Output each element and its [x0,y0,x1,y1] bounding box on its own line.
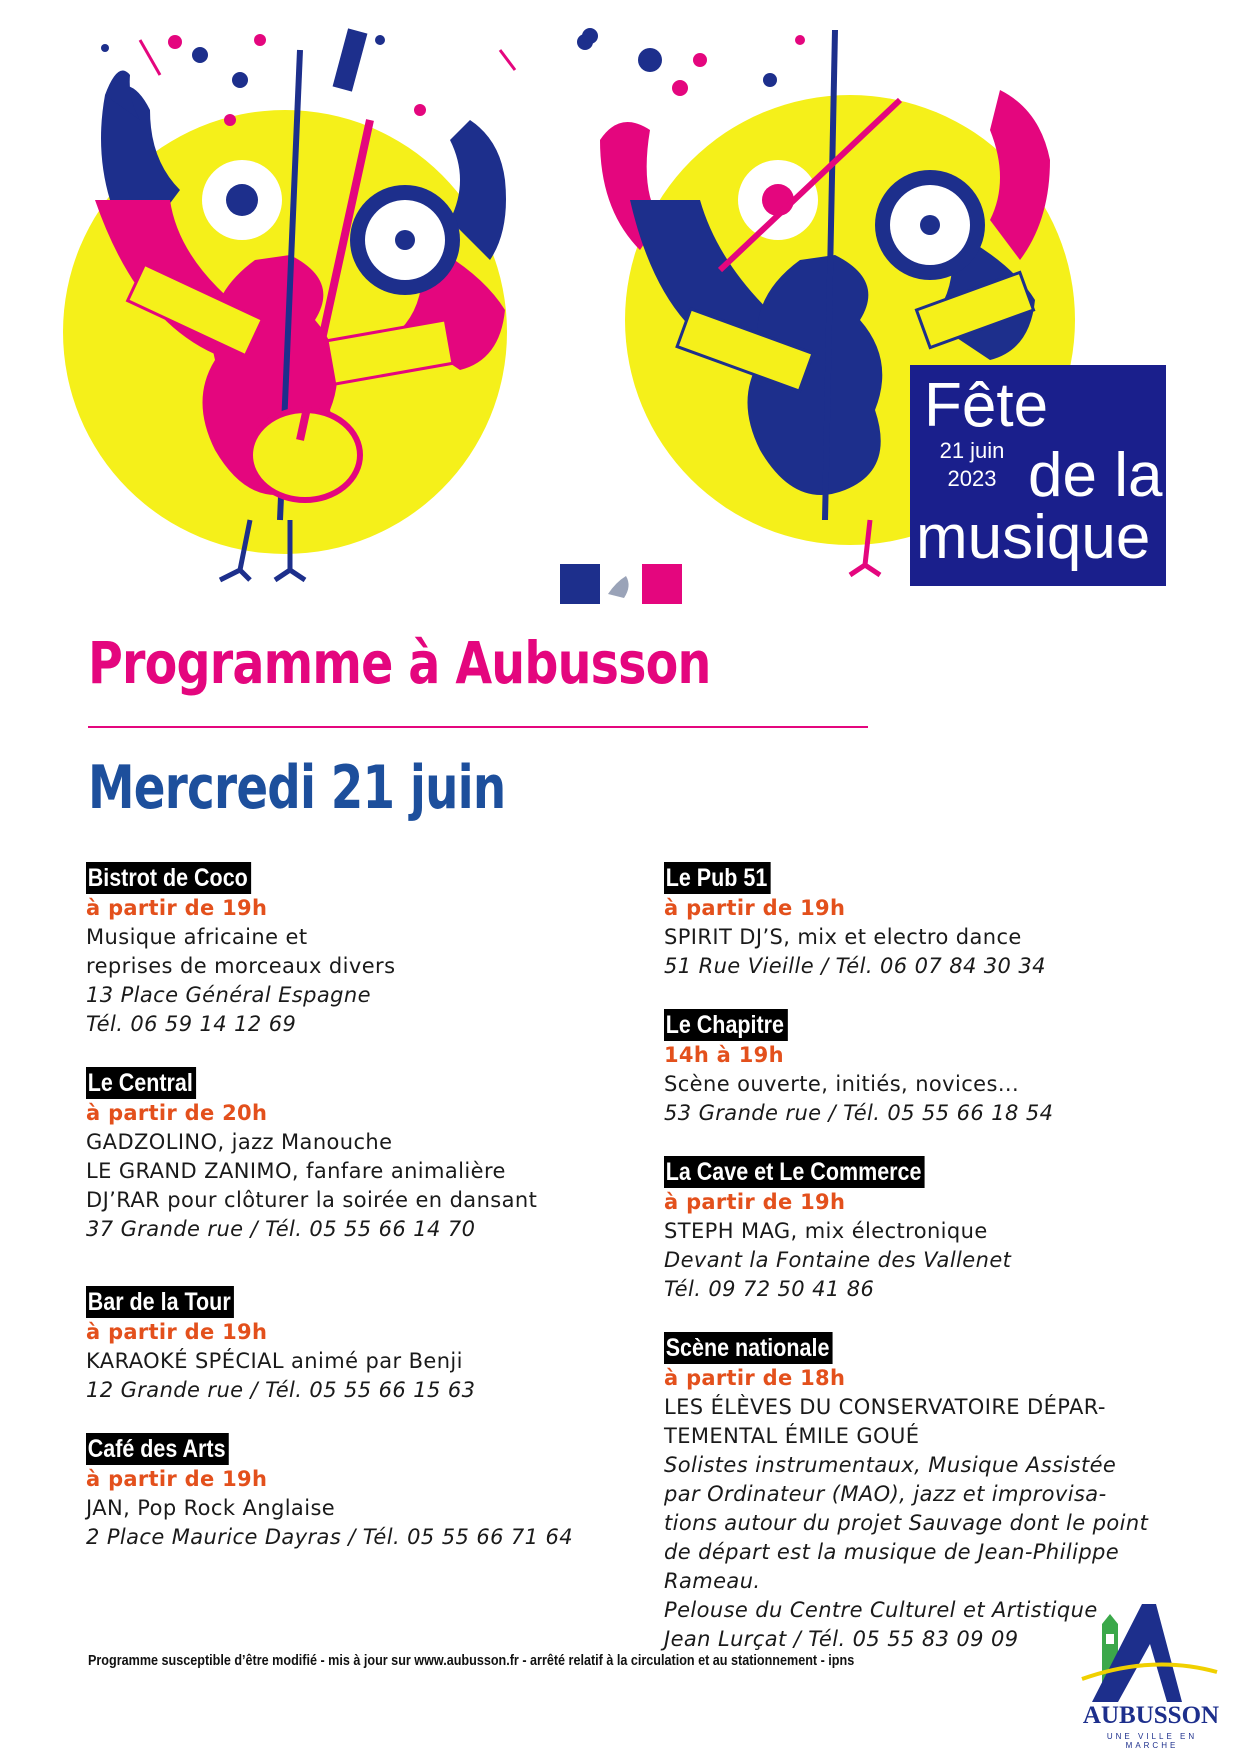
event-date-heading: Mercredi 21 juin [88,753,506,823]
fete-de-la: de la [1028,441,1163,510]
aubusson-logo-tagline: UNE VILLE EN MARCHE [1106,1732,1198,1750]
venue-time: à partir de 18h [664,1366,846,1390]
venue-description: TEMENTAL ÉMILE GOUÉ [664,1424,920,1448]
page-title: Programme à Aubusson [88,629,711,697]
venue-address: Pelouse du Centre Culturel et Artistique [664,1598,1098,1622]
venue-name: Bistrot de Coco [86,862,251,894]
fete-word: Fête [924,371,1049,440]
venue-name: La Cave et Le Commerce [664,1156,925,1188]
program-column-right [664,862,1224,1654]
venue-name: Scène nationale [664,1332,833,1364]
venue-description: LE GRAND ZANIMO, fanfare animalière [86,1159,506,1183]
footer-note: Programme susceptible d’être modifié - mis à jour sur www.aubusson.fr - arrêté relatif à la circulation et au stationnement - ipns [88,1652,855,1669]
program-column-left [86,862,646,1552]
venue-details: de départ est la musique de Jean-Philippe [664,1540,1120,1564]
venue-block [86,1433,646,1552]
left-musician-illustration [63,28,507,580]
venue-time: à partir de 19h [86,1320,268,1344]
venue-block [86,862,646,1039]
venue-description: Scène ouverte, initiés, novices... [664,1072,1020,1096]
venue-name: Bar de la Tour [86,1286,234,1318]
venue-block [664,862,1224,981]
aubusson-logo-text: AUBUSSON [1082,1702,1220,1729]
venue-description: JAN, Pop Rock Anglaise [86,1496,336,1520]
venue-block [86,1286,646,1405]
venue-address: 51 Rue Vieille / Tél. 06 07 84 30 34 [664,954,1046,978]
venue-address: 13 Place Général Espagne [86,983,371,1007]
venue-details: tions autour du projet Sauvage dont le point [664,1511,1149,1535]
venue-description: GADZOLINO, jazz Manouche [86,1130,393,1154]
venue-block [86,1067,646,1244]
venue-name: Le Chapitre [664,1009,787,1041]
venue-time: 14h à 19h [664,1043,784,1067]
venue-address: 53 Grande rue / Tél. 05 55 66 18 54 [664,1101,1054,1125]
venue-block [664,1156,1224,1304]
venue-time: à partir de 19h [664,896,846,920]
fete-date [924,437,1020,493]
venue-time: à partir de 19h [86,896,268,920]
venue-details: Solistes instrumentaux, Musique Assistée [664,1453,1117,1477]
venue-description: STEPH MAG, mix électronique [664,1219,988,1243]
venue-address: 37 Grande rue / Tél. 05 55 66 14 70 [86,1217,476,1241]
venue-name: Le Pub 51 [664,862,771,894]
venue-details: Rameau. [664,1569,761,1593]
fete-date-year: 2023 [947,466,997,491]
venue-phone: Jean Lurçat / Tél. 05 55 83 09 09 [664,1627,1019,1651]
venue-description: KARAOKÉ SPÉCIAL animé par Benji [86,1349,463,1373]
title-underline [88,726,868,728]
venue-description: LES ÉLÈVES DU CONSERVATOIRE DÉPAR- [664,1395,1106,1419]
venue-name: Le Central [86,1067,196,1099]
venue-description: Musique africaine et [86,925,308,949]
venue-time: à partir de 19h [86,1467,268,1491]
venue-details: par Ordinateur (MAO), jazz et improvisa- [664,1482,1107,1506]
venue-phone: Tél. 09 72 50 41 86 [664,1277,875,1301]
marianne-flag-logo [560,564,682,604]
fete-musique: musique [916,503,1151,572]
venue-phone: Tél. 06 59 14 12 69 [86,1012,297,1036]
fete-de-la-musique-badge [910,365,1166,586]
venue-block [664,1009,1224,1128]
venue-address: Devant la Fontaine des Vallenet [664,1248,1012,1272]
venue-time: à partir de 20h [86,1101,268,1125]
venue-time: à partir de 19h [664,1190,846,1214]
fete-date-day: 21 juin [939,438,1005,463]
venue-description: SPIRIT DJ’S, mix et electro dance [664,925,1022,949]
venue-address: 12 Grande rue / Tél. 05 55 66 15 63 [86,1378,476,1402]
venue-description: reprises de morceaux divers [86,954,396,978]
venue-address: 2 Place Maurice Dayras / Tél. 05 55 66 71 64 [86,1525,574,1549]
venue-name: Café des Arts [86,1433,229,1465]
venue-description: DJ’RAR pour clôturer la soirée en dansant [86,1188,538,1212]
